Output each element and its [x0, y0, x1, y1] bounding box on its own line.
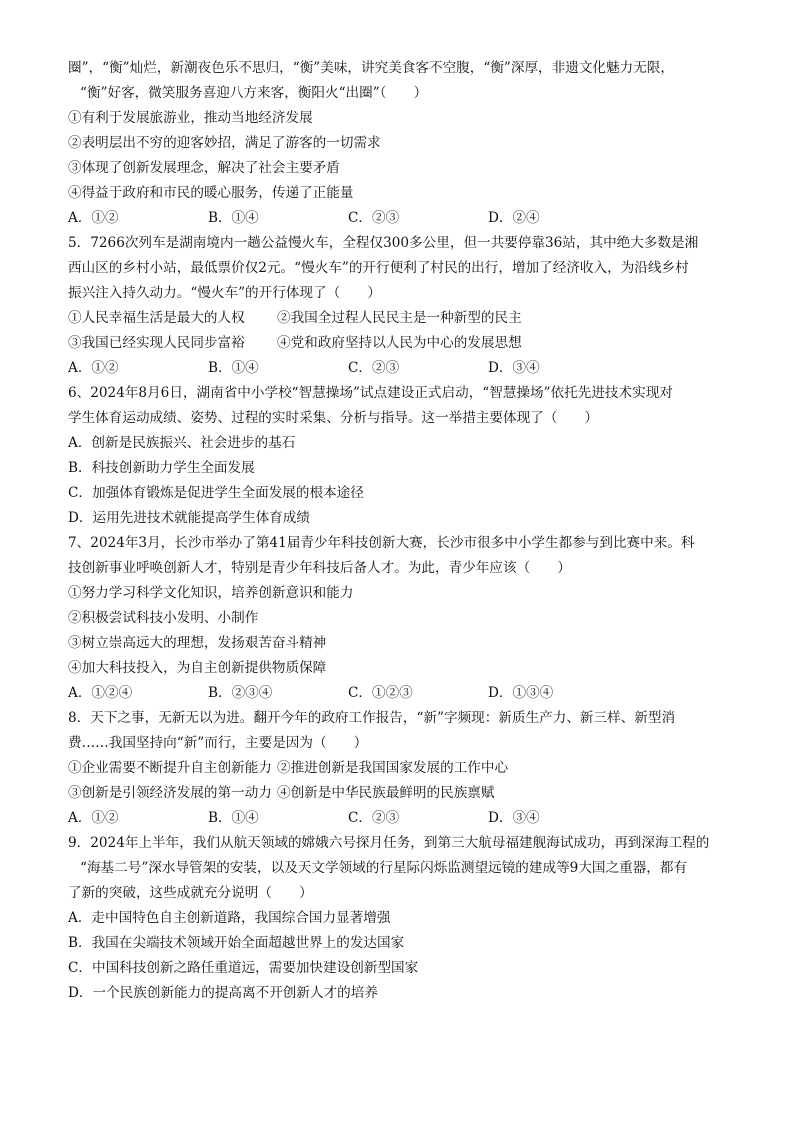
option-d: D．③④: [488, 810, 540, 826]
statement: ④得益于政府和市民的暖心服务，传递了正能量: [68, 185, 354, 201]
question-stem: “衡”好客，微笑服务喜迎八方来客，衡阳火“出圈”（ ）: [80, 85, 428, 101]
option-a: A．①②: [68, 810, 119, 826]
statement: ②推进创新是我国国家发展的工作中心: [277, 760, 509, 776]
statement: ④创新是中华民族最鲜明的民族禀赋: [277, 785, 495, 801]
statement: ②我国全过程人民民主是一种新型的民主: [277, 310, 522, 326]
option-d: D．一个民族创新能力的提高离不开创新人才的培养: [68, 985, 378, 1001]
statement: ③我国已经实现人民同步富裕: [68, 335, 245, 351]
question-stem: 8．天下之事，无新无以为进。翻开今年的政府工作报告，“新”字频现：新质生产力、新三样、新型消: [68, 710, 676, 726]
question-8: [68, 706, 734, 831]
answer-options: [68, 806, 734, 831]
statement: ②表明层出不穷的迎客妙招，满足了游客的一切需求: [68, 135, 381, 151]
question-4: [68, 56, 734, 231]
option-d: D．①③④: [488, 685, 554, 701]
question-stem: 学生体育运动成绩、姿势、过程的实时采集、分析与指导。这一举措主要体现了（ ）: [68, 410, 599, 426]
question-stem: 振兴注入持久动力。“慢火车”的开行体现了（ ）: [68, 285, 381, 301]
statement-row: [68, 306, 734, 331]
option-c: C．②③: [348, 210, 400, 226]
question-9: [68, 831, 734, 1006]
option-b: B．①④: [208, 810, 259, 826]
option-c: C．②③: [348, 360, 400, 376]
statement: ①有利于发展旅游业，推动当地经济发展: [68, 110, 313, 126]
statement: ①努力学习科学文化知识，培养创新意识和能力: [68, 585, 354, 601]
question-stem: “海基二号”深水导管架的安装，以及天文学领域的行星际闪烁监测望远镜的建成等9大国之重器，都有: [80, 860, 688, 876]
question-stem: 圈”，“衡”灿烂，新潮夜色乐不思归，“衡”美味，讲究美食客不空腹，“衡”深厚，非遗文化魅力无限，: [68, 60, 674, 76]
question-stem: 技创新事业呼唤创新人才，特别是青少年科技后备人才。为此，青少年应该（ ）: [68, 560, 571, 576]
answer-options: [68, 356, 734, 381]
option-b: B．②③④: [208, 685, 273, 701]
question-6: [68, 381, 734, 531]
question-stem: 5．7266次列车是湖南境内一趟公益慢火车，全程仅300多公里，但一共要停靠36站，其中绝大多数是湘: [68, 235, 699, 251]
option-a: A．①②: [68, 210, 119, 226]
statement: ③树立崇高远大的理想，发扬艰苦奋斗精神: [68, 635, 327, 651]
question-stem: 了新的突破，这些成就充分说明（ ）: [68, 885, 313, 901]
statement: ④党和政府坚持以人民为中心的发展思想: [277, 335, 522, 351]
statement-row: [68, 756, 734, 781]
option-c: C．①②③: [348, 685, 413, 701]
statement: ②积极尝试科技小发明、小制作: [68, 610, 259, 626]
option-c: C．中国科技创新之路任重道远，需要加快建设创新型国家: [68, 960, 419, 976]
question-stem: 6、2024年8月6日，湖南省中小学校“智慧操场”试点建设正式启动，“智慧操场”依托先进技术实现对: [68, 385, 673, 401]
option-b: B．①④: [208, 210, 259, 226]
exam-content: [68, 56, 734, 1006]
option-a: A．①②: [68, 360, 119, 376]
statement: ④加大科技投入，为自主创新提供物质保障: [68, 660, 327, 676]
statement: ①人民幸福生活是最大的人权: [68, 310, 245, 326]
answer-options: [68, 206, 734, 231]
option-d: D．运用先进技术就能提高学生体育成绩: [68, 510, 310, 526]
option-d: D．③④: [488, 360, 540, 376]
question-stem: 费……我国坚持向“新”而行，主要是因为（ ）: [68, 735, 368, 751]
option-a: A．创新是民族振兴、社会进步的基石: [68, 435, 296, 451]
option-a: A．走中国特色自主创新道路，我国综合国力显著增强: [68, 910, 391, 926]
option-a: A．①②④: [68, 685, 133, 701]
statement: ①企业需要不断提升自主创新能力: [68, 760, 272, 776]
option-b: B．科技创新助力学生全面发展: [68, 460, 255, 476]
statement: ③创新是引领经济发展的第一动力: [68, 785, 272, 801]
statement-row: [68, 331, 734, 356]
question-stem: 9．2024年上半年，我们从航天领域的嫦娥六号探月任务，到第三大航母福建舰海试成功，再到深海工程的: [68, 835, 710, 851]
statement-row: [68, 781, 734, 806]
option-c: C．②③: [348, 810, 400, 826]
option-b: B．①④: [208, 360, 259, 376]
answer-options: [68, 681, 734, 706]
question-5: [68, 231, 734, 381]
option-d: D．②④: [488, 210, 540, 226]
option-c: C．加强体育锻炼是促进学生全面发展的根本途径: [68, 485, 364, 501]
question-stem: 7、2024年3月，长沙市举办了第41届青少年科技创新大赛，长沙市很多中小学生都参与到比赛中来。科: [68, 535, 695, 551]
statement: ③体现了创新发展理念，解决了社会主要矛盾: [68, 160, 340, 176]
question-stem: 西山区的乡村小站，最低票价仅2元。“慢火车”的开行便利了村民的出行，增加了经济收入，为沿线乡村: [68, 260, 689, 276]
option-b: B．我国在尖端技术领域开始全面超越世界上的发达国家: [68, 935, 405, 951]
question-7: [68, 531, 734, 706]
